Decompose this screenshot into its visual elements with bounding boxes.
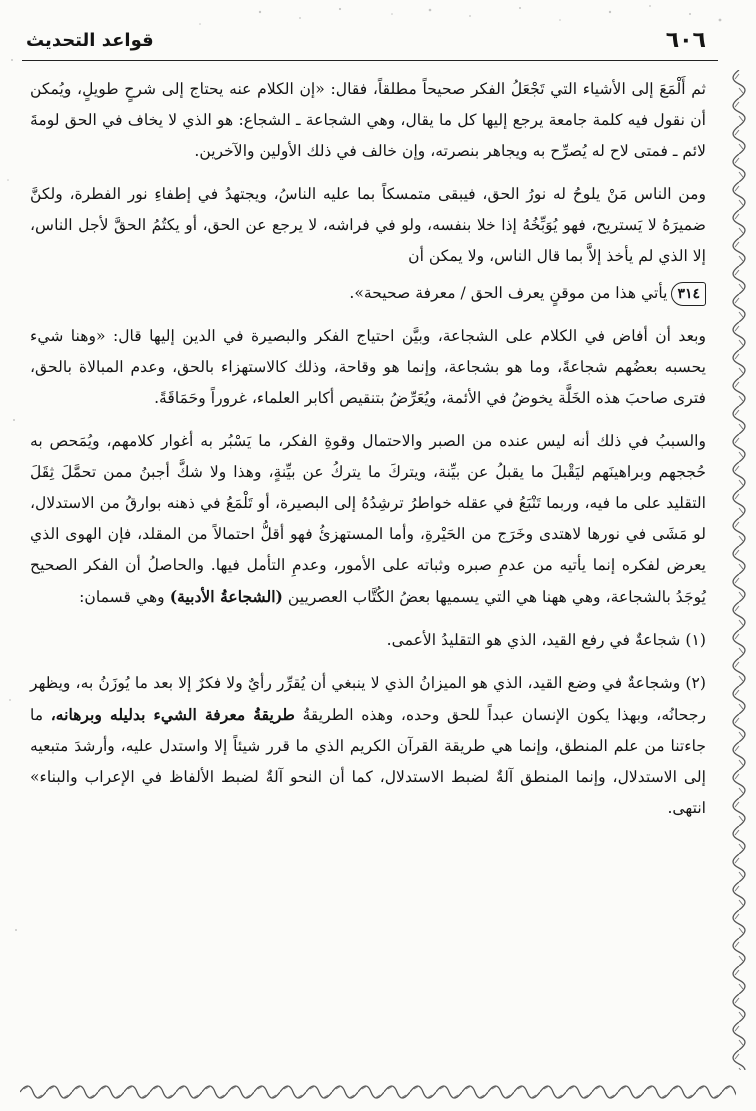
header-rule [22, 60, 718, 61]
bold-term: طريقةُ معرفة الشيء بدليله وبرهانه، [50, 705, 295, 724]
paragraph: وبعد أن أفاض في الكلام على الشجاعة، وبيَّن احتياج الفكر والبصيرة في الدين إليها قال: «وهنا شيء يحسبه بعضُهم شجاعةً، وما هو بشجاعة، وإنما هو وقاحة، وذلك كالاستهزاء بالحق، وعدم المبالاة بالحق، فترى صاحبَ هذه الخَلَّة يخوضُ في الأئمة، ويُعَرِّضُ بتنقيص أكابر العلماء، غروراً وحَمَاقَةً. [30, 327, 706, 407]
paragraph-text: (٢) وشجاعةٌ في وضع القيد، الذي هو الميزانُ الذي لا ينبغي أن يُقرِّر رأيٌ ولا فكرٌ إلا بعد ما يُوزَنُ به، ويظهر رجحانُه، وبهذا يكون الإنسان عبداً للحق وحده، وهذه الطريقةُ [30, 674, 707, 724]
paragraph-text: وهي قسمان: [79, 588, 165, 606]
paragraph-with-marker [30, 278, 706, 309]
bold-term: (الشجاعةُ الأدبية) [169, 587, 283, 606]
paragraph: ومن الناس مَنْ يلوحُ له نورُ الحق، فيبقى متمسكاً بما عليه الناسُ، ويجتهدُ في إطفاءِ نور الفطرة، ولكنَّ ضميرَهُ لا يَستريح، فهو يُوَبِّخُهُ إذا خلا بنفسه، ولو في فراشه، لا يرجع عن الحق، أو يكتُمُ الحقَّ لأجل الناس، إلا الذي لم يأخذ إلاَّ بما قال الناس، ولا يمكن أن [30, 185, 706, 265]
paragraph: ثم أَلْمَعَ إلى الأشياء التي تَجْعَلُ الفكر صحيحاً مطلقاً، فقال: «إن الكلام عنه يحتاج إلى شرحٍ طويلٍ، ويُمكن أن نقول فيه كلمة جامعة يرجع إليها كل ما يقال، وهي الشجاعة ـ الشجاع: هو الذي لا يخاف في الحق لومةَ لائم ـ فمتى لاح له يُصرِّح به ويجاهر بنصرته، وإن خالف في ذلك الأولين والآخرين. [30, 80, 706, 160]
paragraph-text: والسببُ في ذلك أنه ليس عنده من الصبر والاحتمال وقوةِ الفكر، ما يَسْبُر به أغوار كلامهم، ويُمَحص به حُججهم وبراهينَهم ليَقْبلَ ما يقبلُ عن بيِّنة، ويتركَ ما يتركُ عن بيِّنةٍ، وهذا ولا شكَّ أجبنُ ممن تحمَّلَ ثِقَلَ التقليد على ما فيه، وربما تَنْبَعُ في عقله خواطرُ ترشِدُهُ إلى البصيرة، أو تَلْمَعُ في ذهنه بوارقُ من الاستدلال، لو مَشَى في نورها لاهتدى وخَرَج من الحَيْرةِ، وأما المستهزئُ فهو أقلُّ احتمالاً من المقلد، فإن الهوى الذي يعرض لفكره إنما يأتيه من عدمِ صبره وثباته على الأمور، وعدمِ التأمل فيها. والحاصلُ أن الفكر الصحيح يُوجَدُ بالشجاعة، وهي ههنا هي التي يسميها بعضُ الكُتَّاب العصريين [30, 432, 706, 606]
ornamental-border-right [728, 70, 750, 1070]
paragraph-text: ما جاءتنا من علم المنطق، وإنما هي طريقة القرآن الكريم الذي ما قرر شيئاً إلا واستدل عليه، وأرشدَ متبعيه إلى الاستدلال، وإنما المنطق آلةٌ لضبط الاستدلال، كما أن النحو آلةٌ لضبط الألفاظ في الإعراب والبناء» انتهى. [30, 706, 706, 817]
paragraph-text: يأتي هذا من موقنٍ يعرف الحق / معرفة صحيحة». [349, 284, 668, 302]
margin-page-marker: ٣١٤ [671, 282, 706, 306]
body-text [30, 74, 706, 836]
page-number: ٦٠٦ [665, 28, 706, 53]
book-title: قواعد التحديث [26, 30, 154, 51]
ornamental-border-bottom [20, 1082, 736, 1102]
list-item [30, 668, 706, 824]
list-item: (١) شجاعةٌ في رفع القيد، الذي هو التقليدُ الأعمى. [386, 631, 706, 649]
paragraph [30, 426, 706, 613]
page-header [18, 26, 718, 64]
